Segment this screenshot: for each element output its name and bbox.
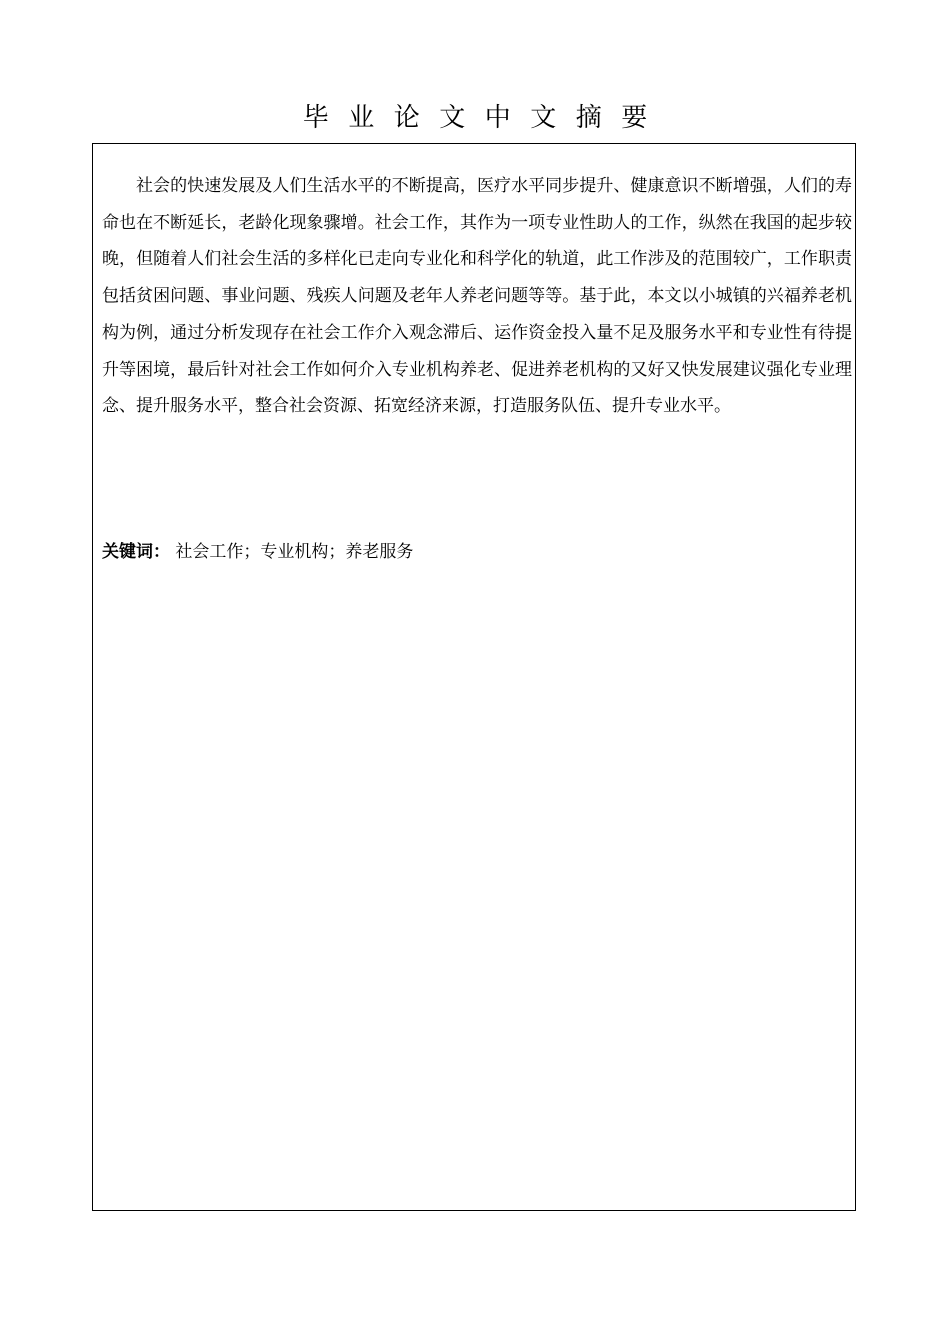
keywords-label: 关键词： bbox=[102, 542, 170, 562]
page-title: 毕业论文中文摘要 bbox=[302, 103, 667, 133]
keywords-line bbox=[102, 536, 852, 568]
abstract-paragraph: 社会的快速发展及人们生活水平的不断提高，医疗水平同步提升、健康意识不断增强，人们的寿命也在不断延长，老龄化现象骤增。社会工作，其作为一项专业性助人的工作，纵然在我国的起步较晚，但随着人们社会生活的多样化已走向专业化和科学化的轨道，此工作涉及的范围较广，工作职责包括贫困问题、事业问题、残疾人问题及老年人养老问题等等。基于此，本文以小城镇的兴福养老机构为例，通过分析发现存在社会工作介入观念滞后、运作资金投入量不足及服务水平和专业性有待提升等困境，最后针对社会工作如何介入专业机构养老、促进养老机构的又好又快发展建议强化专业理念、提升服务水平，整合社会资源、拓宽经济来源，打造服务队伍、提升专业水平。 bbox=[102, 176, 852, 417]
keywords-value: 社会工作；专业机构；养老服务 bbox=[175, 542, 414, 562]
